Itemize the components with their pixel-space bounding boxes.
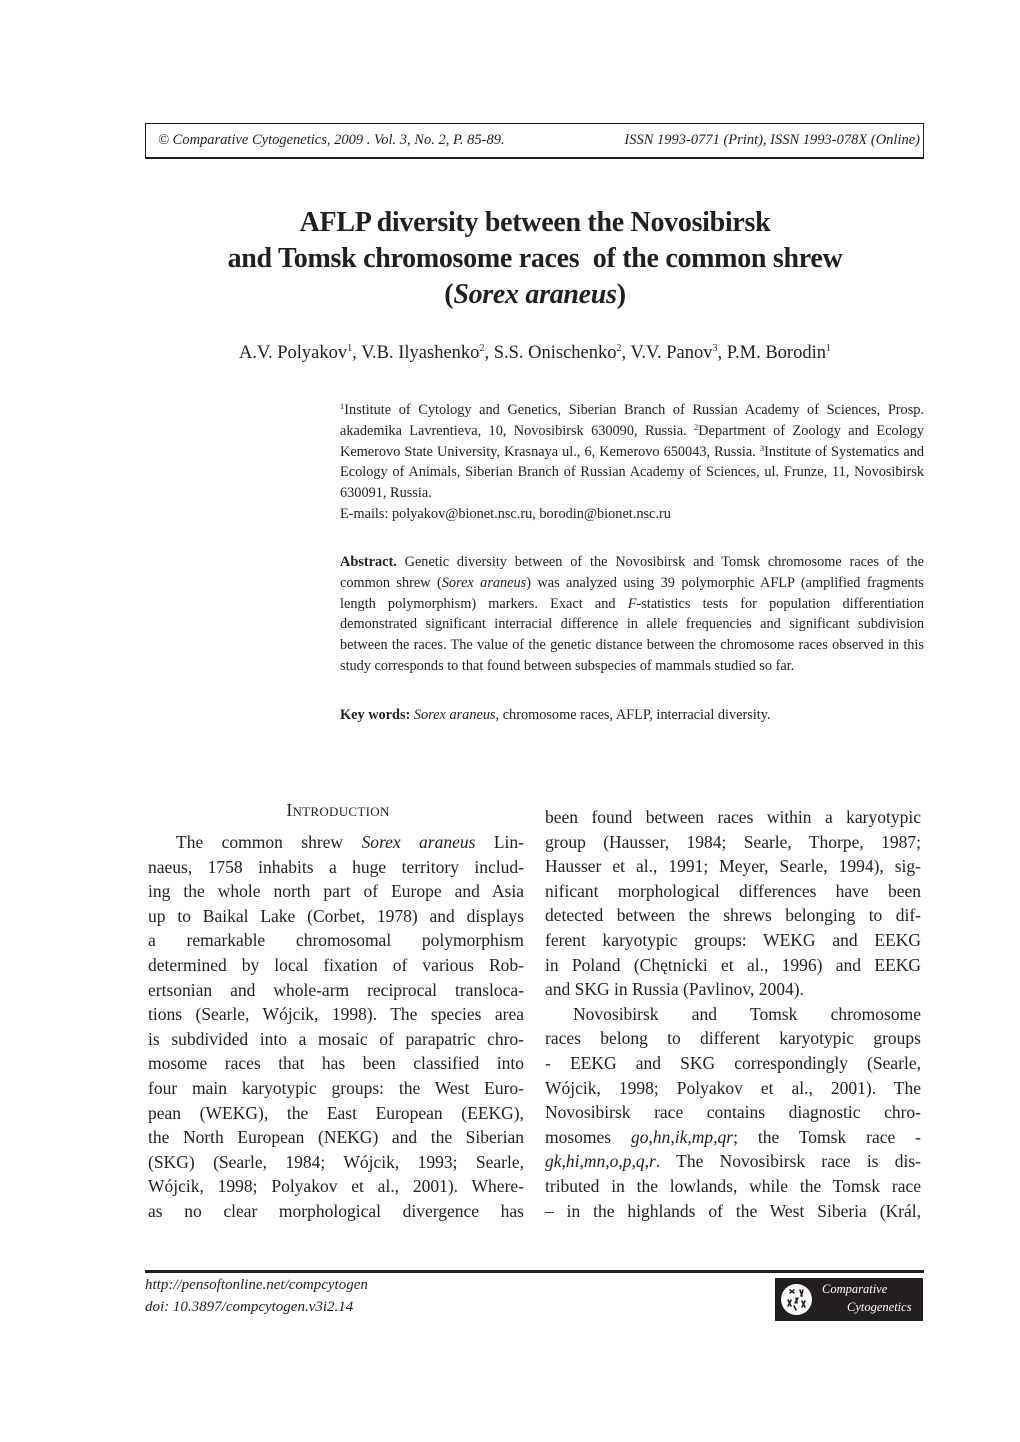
- text-line: ferent karyotypic groups: WEKG and EEKG: [545, 929, 921, 950]
- author-affiliation-mark: 3: [712, 343, 718, 354]
- title-line-3: (Sorex araneus): [444, 279, 626, 310]
- text-line: been found between races within a karyotypic: [545, 807, 921, 827]
- author: A.V. Polyakov: [239, 343, 348, 363]
- issn: ISSN 1993-0771 (Print), ISSN 1993-078X (Online): [624, 132, 920, 148]
- text-line: naeus, 1758 inhabits a huge territory includ-: [148, 856, 524, 877]
- logo-text-comparative: Comparative: [822, 1282, 888, 1296]
- text-line: Hausser et al., 1991; Meyer, Searle, 1994), sig-: [545, 856, 921, 877]
- journal-logo: [775, 1278, 923, 1321]
- author-affiliation-mark: 1: [825, 343, 831, 354]
- text-line: tributed in the lowlands, while the Tomsk race: [545, 1175, 921, 1196]
- body-column-right: [545, 805, 921, 1223]
- text-line: determined by local fixation of various Rob-: [148, 954, 524, 975]
- keywords-label: Key words:: [340, 707, 411, 723]
- author: S.S. Onischenko: [493, 343, 617, 363]
- text-line: – in the highlands of the West Siberia (Král,: [545, 1200, 921, 1221]
- body-column-left: [148, 830, 524, 1224]
- species-name: Sorex araneus: [413, 707, 496, 723]
- emails: E-mails: polyakov@bionet.nsc.ru, borodin@bionet.nsc.ru: [340, 505, 671, 522]
- text-line: Wójcik, 1998; Polyakov et al., 2001). The: [545, 1077, 921, 1098]
- abstract: Abstract. Genetic diversity between of the Novosibirsk and Tomsk chromosome races of the common shrew (Sorex araneus) was analyzed using 39 polymorphic AFLP (amplified fragments length polymorphism) markers. Exact and F-statistics tests for population differentiation demonstrated significant interracial difference in allele frequencies and significant subdivision between the races. The value of the genetic distance between the chromosome races observed in this study corresponds to that found between subspecies of mammals studied so far.: [340, 554, 924, 674]
- section-heading-introduction: INTRODUCTION: [286, 800, 390, 820]
- species-name: Sorex araneus: [441, 574, 527, 591]
- text-line: races belong to different karyotypic groups: [545, 1028, 921, 1049]
- text-line: and SKG in Russia (Pavlinov, 2004).: [545, 979, 804, 1000]
- text-line: (SKG) (Searle, 1984; Wójcik, 1993; Searle,: [148, 1151, 524, 1172]
- author-affiliation-mark: 2: [479, 343, 485, 354]
- text-line: as no clear morphological divergence has: [148, 1200, 524, 1221]
- text-line: tions (Searle, Wójcik, 1998). The species area: [148, 1004, 524, 1025]
- species-name: Sorex araneus: [361, 832, 476, 852]
- text-line: is subdivided into a mosaic of parapatric chro-: [148, 1028, 524, 1049]
- text-line: Novosibirsk and Tomsk chromosome: [573, 1003, 921, 1024]
- abstract-label: Abstract.: [340, 554, 397, 570]
- footer-divider: [145, 1270, 924, 1273]
- author-affiliation-mark: 2: [616, 343, 622, 354]
- text-line: group (Hausser, 1984; Searle, Thorpe, 1987;: [545, 831, 921, 852]
- journal-citation: © Comparative Cytogenetics, 2009 . Vol. 3, No. 2, P. 85-89.: [158, 132, 505, 148]
- affiliation-2: Department of Zoology and Ecology Kemerovo State University, Krasnaya ul., 6, Kemerovo 650043, Russia.: [340, 422, 924, 460]
- text-line: ertsonian and whole-arm reciprocal transloca-: [148, 979, 524, 1000]
- text-line: pean (WEKG), the East European (EEKG),: [148, 1102, 524, 1123]
- journal-header: [145, 123, 924, 159]
- text-line: up to Baikal Lake (Corbet, 1978) and displays: [148, 905, 524, 926]
- paper-title: [145, 205, 925, 313]
- text-line: a remarkable chromosomal polymorphism: [148, 930, 524, 951]
- text-line: Wójcik, 1998; Polyakov et al., 2001). Where-: [148, 1176, 524, 1197]
- doi-link[interactable]: doi: 10.3897/compcytogen.v3i2.14: [145, 1299, 354, 1315]
- text-line: mosome races that has been classified into: [148, 1053, 524, 1074]
- text-line: gk,hi,mn,o,p,q,r. The Novosibirsk race is dis-: [545, 1151, 921, 1172]
- text-line: four main karyotypic groups: the West Euro-: [148, 1077, 524, 1098]
- keywords: Key words: Sorex araneus, chromosome races, AFLP, interracial diversity.: [340, 707, 771, 723]
- text-line: the North European (NEKG) and the Siberian: [148, 1127, 524, 1148]
- affiliations: $^1$Institute of Cytology and Genetics, Siberian Branch of Russian Academy of Sciences, Prosp. akademika Lavrentieva, 10, Novosibirsk 630090, Russia. $^2$Department of Zoology and Ecology Kemerovo State University, Krasnaya ul., 6, Kemerovo 650043, Russia. $^3$Institute of Systematics and Ecology of Animals, Siberian Branch of Russian Academy of Sciences, ul. Frunze, 11, Novosibirsk 630091, Russia. E-mails: polyakov@bionet.nsc.ru, borodin@bionet.nsc.ru: [340, 401, 925, 522]
- chromosome-icon: [781, 1284, 812, 1315]
- species-name: Sorex araneus: [453, 279, 617, 310]
- text-line: ing the whole north part of Europe and Asia: [148, 881, 524, 902]
- author: V.V. Panov: [630, 343, 713, 363]
- text-line: mosomes go,hn,ik,mp,qr; the Tomsk race -: [545, 1126, 921, 1147]
- author: V.B. Ilyashenko: [361, 343, 480, 363]
- author: P.M. Borodin: [726, 343, 826, 363]
- text-line: detected between the shrews belonging to dif-: [545, 905, 921, 926]
- text-line: - EEKG and SKG correspondingly (Searle,: [545, 1052, 921, 1073]
- author-list: A.V. Polyakov$^1$, V.B. Ilyashenko$^2$, S.S. Onischenko$^2$, V.V. Panov$^3$, P.M. Borodin$^1$: [239, 343, 831, 363]
- logo-text-cytogenetics: Cytogenetics: [847, 1300, 912, 1314]
- author-affiliation-mark: 1: [347, 343, 353, 354]
- title-line-1: AFLP diversity between the Novosibirsk: [299, 207, 771, 238]
- text-line: in Poland (Chętnicki et al., 1996) and EEKG: [545, 954, 921, 975]
- text-line: nificant morphological differences have been: [545, 880, 921, 901]
- text-line: The common shrew Sorex araneus Lin-: [176, 832, 524, 852]
- title-line-2: and Tomsk chromosome races of the common shrew: [227, 243, 843, 274]
- journal-url-link[interactable]: http://pensoftonline.net/compcytogen: [145, 1277, 368, 1293]
- text-line: Novosibirsk race contains diagnostic chro-: [545, 1102, 921, 1123]
- affiliation-1: Institute of Cytology and Genetics, Siberian Branch of Russian Academy of Sciences, Prosp. akademika Lavrentieva, 10, Novosibirsk 630090, Russia.: [340, 402, 924, 439]
- affiliation-3: Institute of Systematics and Ecology of Animals, Siberian Branch of Russian Academy of Sciences, ul. Frunze, 11, Novosibirsk 630091, Russia.: [340, 443, 925, 502]
